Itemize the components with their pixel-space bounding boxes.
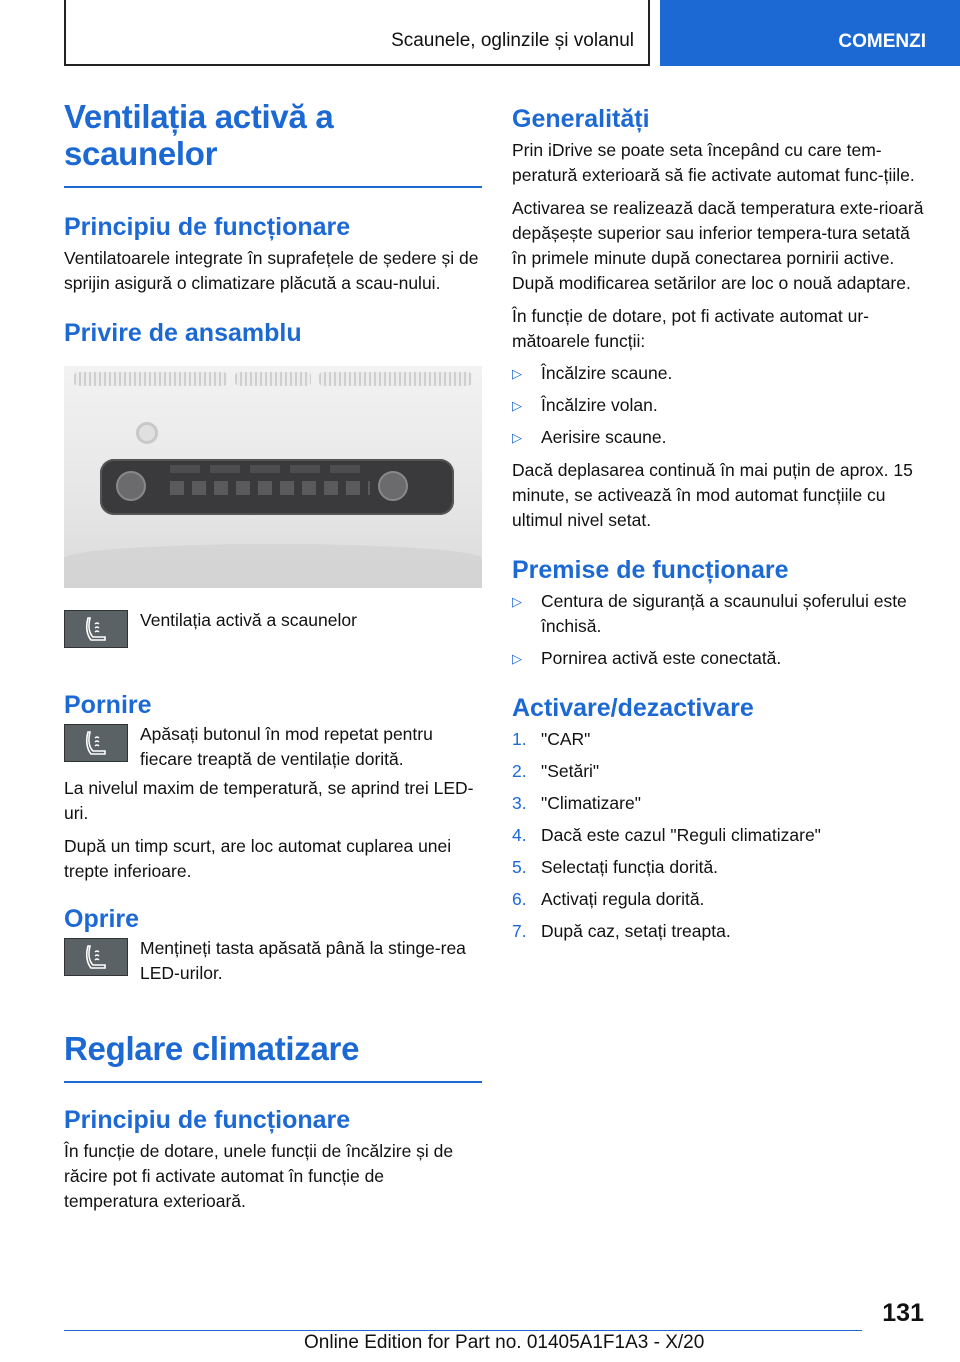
- left-column: [64, 98, 482, 1214]
- dashboard-knob: [136, 422, 158, 444]
- heading-climate: Reglare climatizare: [64, 1030, 482, 1083]
- triangle-bullet-icon: ▷: [512, 594, 522, 609]
- list-item: 3. "Climatizare": [512, 793, 641, 813]
- header-frame: [64, 0, 650, 66]
- climate-panel-photo: [64, 366, 482, 588]
- edition-footer: Online Edition for Part no. 01405A1F1A3 - X/20: [304, 1332, 705, 1353]
- section-title: Scaunele, oglinzile și volanul: [391, 30, 634, 51]
- on-instruction-row: [64, 722, 482, 772]
- page-number: 131: [882, 1299, 924, 1327]
- icon-caption-row: [64, 608, 482, 648]
- seat-ventilation-icon: [64, 938, 128, 976]
- general-text-3: În funcție de dotare, pot fi activate automat ur-mătoarele funcții:: [512, 306, 870, 351]
- triangle-bullet-icon: ▷: [512, 366, 522, 381]
- list-item: ▷ Încălzire volan.: [512, 393, 928, 418]
- list-item: ▷ Pornirea activă este conectată.: [512, 646, 928, 671]
- seat-ventilation-icon: [64, 610, 128, 648]
- auto-function-list: [512, 361, 928, 450]
- list-item: 6. Activați regula dorită.: [512, 889, 705, 909]
- triangle-bullet-icon: ▷: [512, 398, 522, 413]
- footer-divider: [64, 1330, 862, 1331]
- heading-prerequisites: Premise de funcționare: [512, 556, 789, 584]
- heading-off: Oprire: [64, 905, 140, 933]
- principle-text: Ventilatoarele integrate în suprafețele de ședere și de sprijin asigură o climatizare plăcută a scau-nului.: [64, 248, 479, 293]
- general-text-4: Dacă deplasarea continuă în mai puțin de aprox. 15 minute, se activează în mod automat funcțiile cu ultimul nivel setat.: [512, 460, 913, 530]
- on-instruction: Apăsați butonul în mod repetat pentru fiecare treaptă de ventilație dorită.: [140, 724, 433, 769]
- chapter-tab[interactable]: [660, 0, 960, 66]
- list-item: ▷ Aerisire scaune.: [512, 425, 928, 450]
- prerequisite-list: [512, 589, 928, 671]
- heading-principle: Principiu de funcționare: [64, 213, 351, 241]
- heading-ventilation: Ventilația activă a scaunelor: [64, 98, 482, 188]
- climate-control-panel: [100, 459, 454, 515]
- list-item: 4. Dacă este cazul "Reguli climatizare": [512, 825, 821, 845]
- list-item: 2. "Setări": [512, 761, 600, 781]
- icon-caption: Ventilația activă a scaunelor: [140, 610, 357, 630]
- general-text-2: Activarea se realizează dacă temperatura exte-rioară depășește superior sau inferior tempera-tura setată în primele minute după conectarea pornirii active. După modificarea setărilor are loc o nouă adaptare.: [512, 198, 924, 293]
- air-vents: [64, 366, 482, 396]
- triangle-bullet-icon: ▷: [512, 430, 522, 445]
- off-instruction: Mențineți tasta apăsată până la stinge-rea LED-urilor.: [140, 938, 466, 983]
- list-item: 1. "CAR": [512, 729, 591, 749]
- list-item: 7. După caz, setați treapta.: [512, 921, 731, 941]
- heading-overview: Privire de ansamblu: [64, 319, 302, 347]
- heading-principle-2: Principiu de funcționare: [64, 1106, 351, 1134]
- general-text-1: Prin iDrive se poate seta începând cu care tem-peratură exterioară să fie activate automat func-țiile.: [512, 140, 915, 185]
- triangle-bullet-icon: ▷: [512, 651, 522, 666]
- heading-general: Generalități: [512, 105, 650, 133]
- activation-steps: [512, 727, 928, 944]
- on-text-1: La nivelul maxim de temperatură, se aprind trei LED-uri.: [64, 778, 474, 823]
- seat-ventilation-icon: [64, 724, 128, 762]
- right-column: [512, 98, 928, 944]
- chapter-tab-label: COMENZI: [838, 31, 926, 52]
- off-instruction-row: [64, 936, 482, 986]
- heading-on: Pornire: [64, 691, 152, 719]
- list-item: ▷ Încălzire scaune.: [512, 361, 928, 386]
- heading-activation: Activare/dezactivare: [512, 694, 754, 722]
- list-item: ▷ Centura de siguranță a scaunului șoferului este închisă.: [512, 589, 928, 639]
- principle-text-2: În funcție de dotare, unele funcții de încălzire și de răcire pot fi activate automat în funcție de temperatura exterioară.: [64, 1141, 454, 1211]
- list-item: 5. Selectați funcția dorită.: [512, 857, 719, 877]
- on-text-2: După un timp scurt, are loc automat cuplarea unei trepte inferioare.: [64, 836, 452, 881]
